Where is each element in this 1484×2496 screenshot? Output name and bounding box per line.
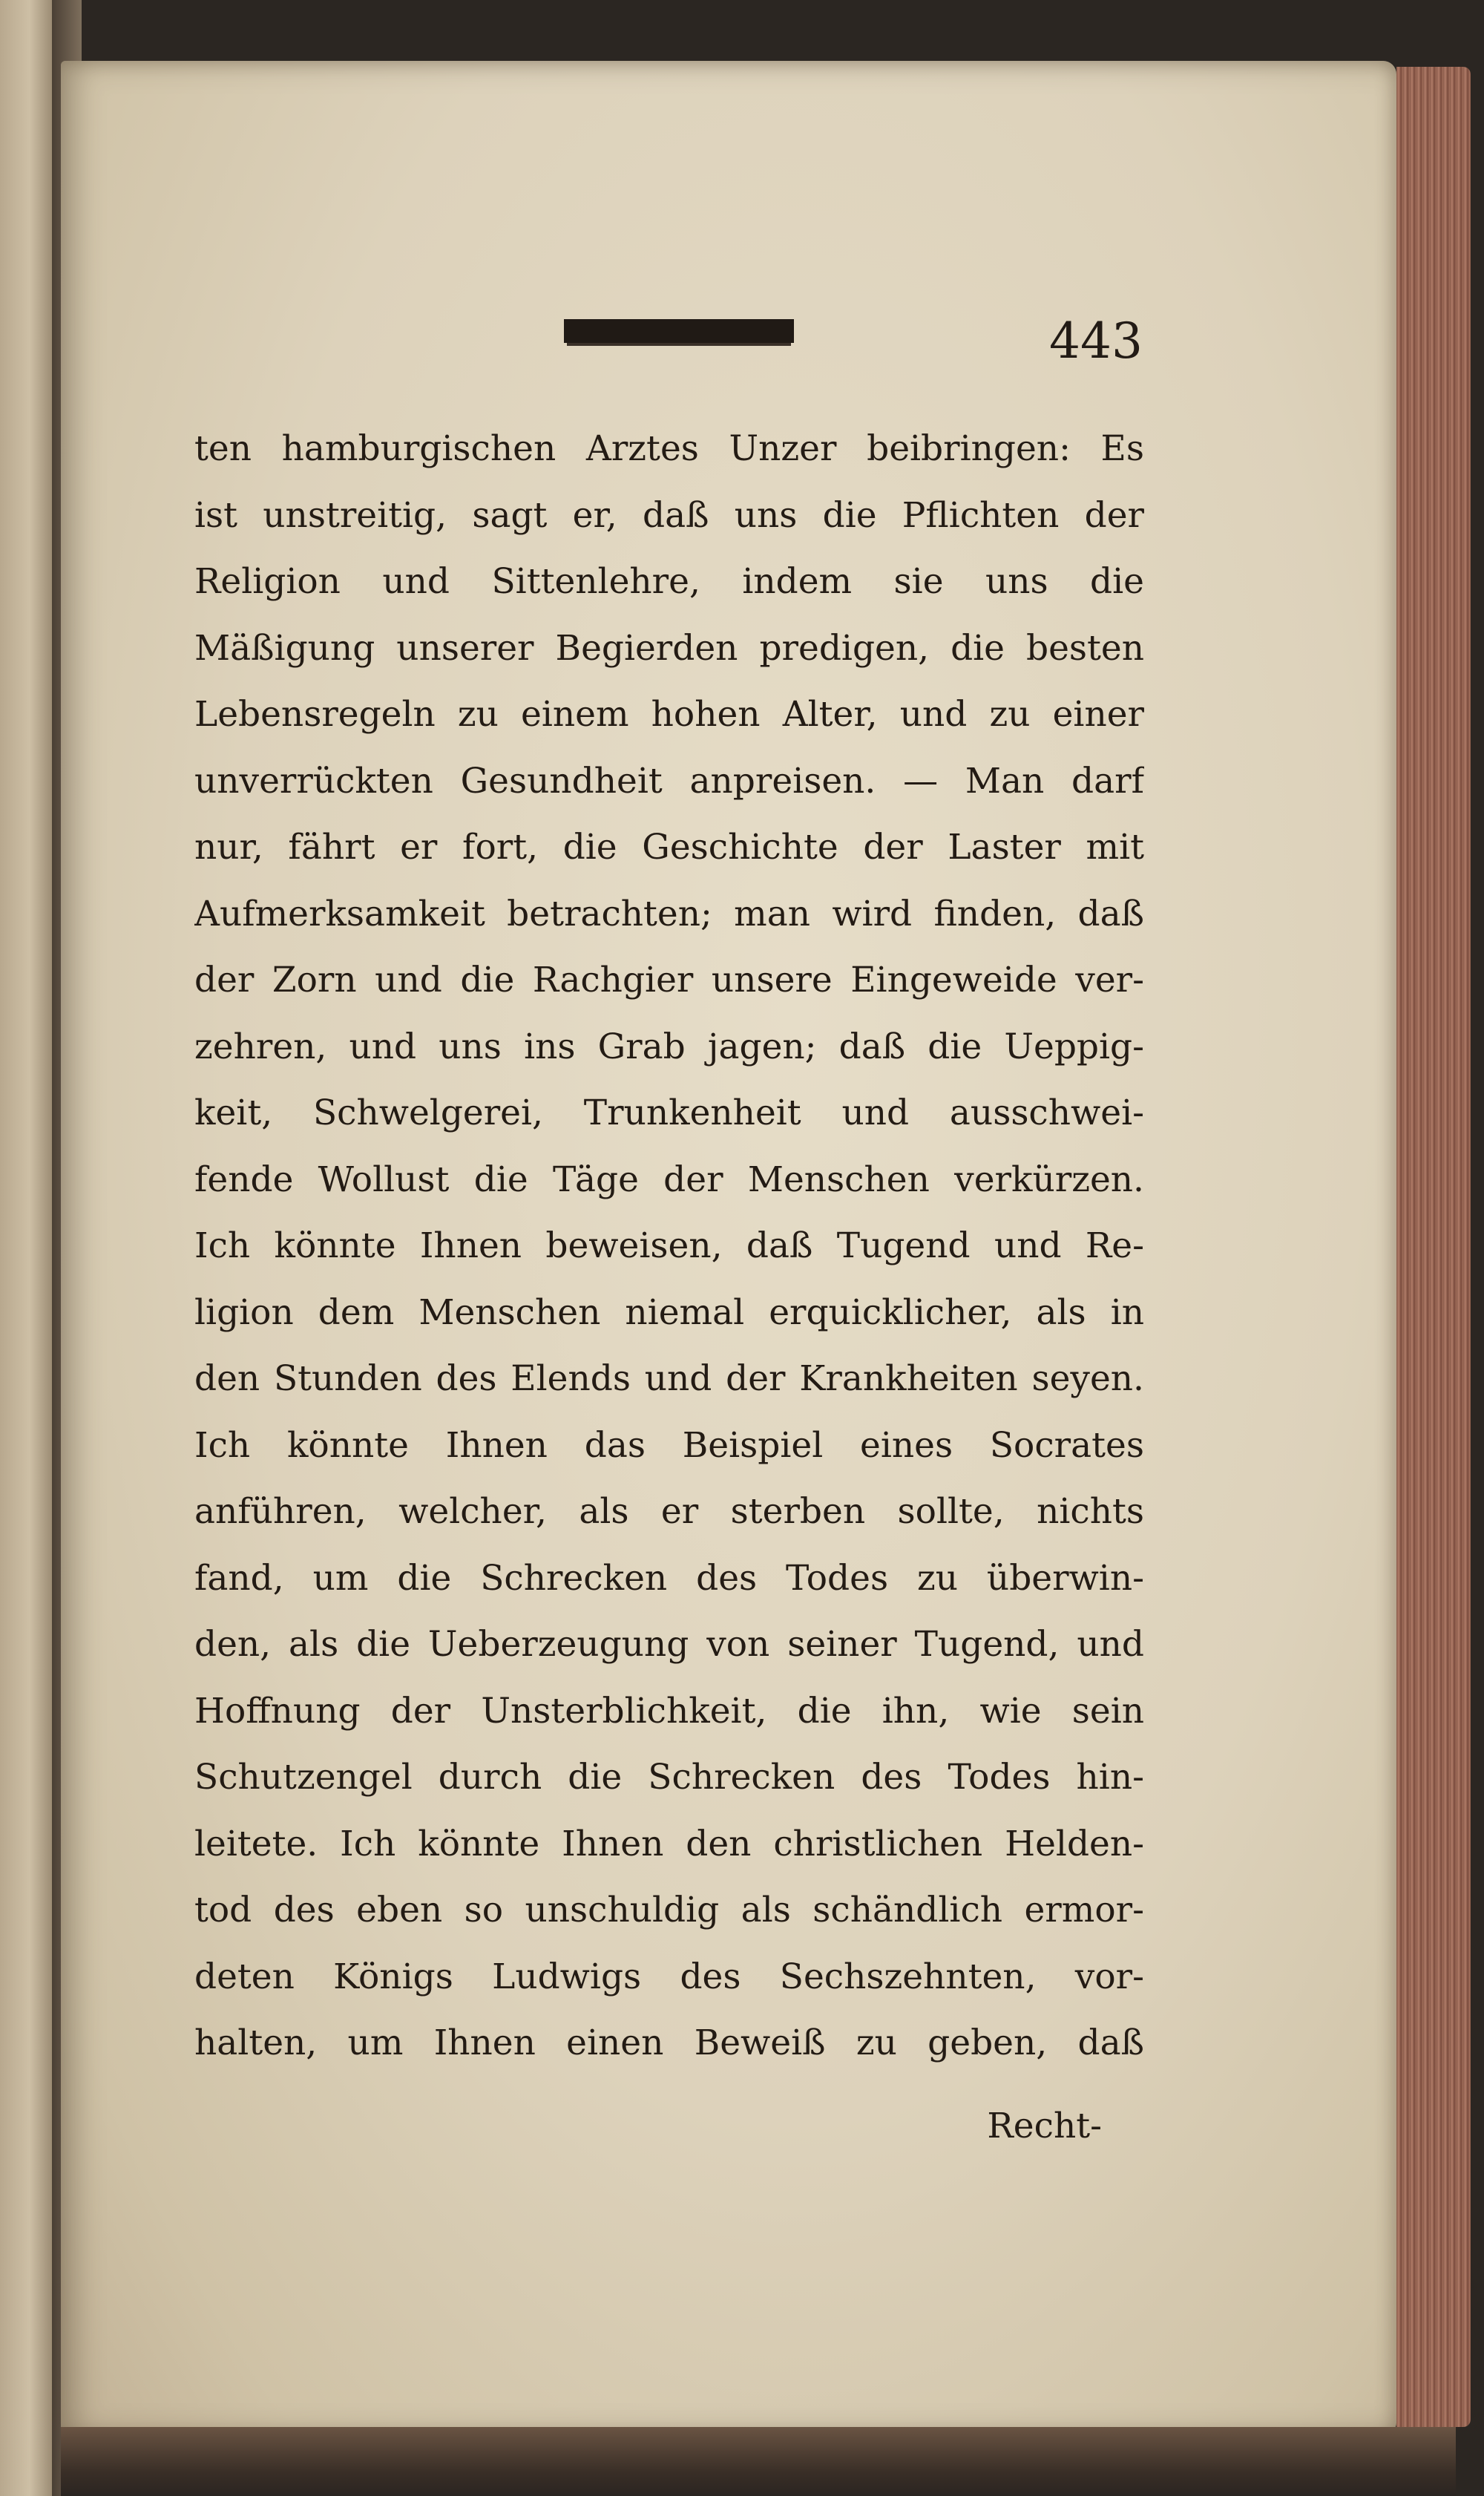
text-line: keit, Schwelgerei, Trunkenheit und ausschwei- <box>194 1093 1144 1133</box>
text-line: Lebensregeln zu einem hohen Alter, und zu einer <box>194 694 1144 735</box>
text-line: Ich könnte Ihnen beweisen, daß Tugend und Re- <box>194 1225 1144 1266</box>
text-line: halten, um Ihnen einen Beweiß zu geben, daß <box>194 2022 1144 2063</box>
text-line: tod des eben so unschuldig als schändlich ermor- <box>194 1890 1144 1930</box>
text-line: leitete. Ich könnte Ihnen den christlichen Helden- <box>194 1823 1144 1864</box>
text-line: den, als die Ueberzeugung von seiner Tugend, und <box>194 1624 1144 1665</box>
text-line: ten hamburgischen Arztes Unzer beibringen: Es <box>194 428 1144 469</box>
text-line: Schutzengel durch die Schrecken des Todes hin- <box>194 1757 1144 1798</box>
text-line: deten Königs Ludwigs des Sechszehnten, vor- <box>194 1956 1144 1997</box>
page-bottom-edge <box>61 2427 1456 2496</box>
text-line: fende Wollust die Täge der Menschen verkürzen. <box>194 1159 1144 1200</box>
text-line: anführen, welcher, als er sterben sollte, nichts <box>194 1491 1144 1532</box>
text-line: Mäßigung unserer Begierden predigen, die besten <box>194 627 1144 669</box>
text-line: Religion und Sittenlehre, indem sie uns die <box>194 561 1144 602</box>
left-page-edge <box>0 0 52 2496</box>
catchword: Recht- <box>987 2106 1102 2146</box>
text-line: Ich könnte Ihnen das Beispiel eines Socrates <box>194 1424 1144 1466</box>
body-text <box>194 416 1144 2077</box>
text-line: zehren, und uns ins Grab jagen; daß die Ueppig- <box>194 1026 1144 1067</box>
header-rule <box>564 319 794 343</box>
text-line: ist unstreitig, sagt er, daß uns die Pflichten der <box>194 494 1144 536</box>
text-line: der Zorn und die Rachgier unsere Eingeweide ver- <box>194 960 1144 1000</box>
text-line: Aufmerksamkeit betrachten; man wird finden, daß <box>194 893 1144 934</box>
page-block-edge <box>1396 67 1471 2427</box>
page-number: 443 <box>1049 312 1143 370</box>
text-line: unverrückten Gesundheit anpreisen. — Man darf <box>194 760 1144 802</box>
text-line: Hoffnung der Unsterblichkeit, die ihn, wie sein <box>194 1690 1144 1732</box>
text-line: nur, fährt er fort, die Geschichte der Laster mit <box>194 827 1144 868</box>
text-line: ligion dem Menschen niemal erquicklicher, als in <box>194 1291 1144 1333</box>
text-line: den Stunden des Elends und der Krankheiten seyen. <box>194 1358 1144 1399</box>
text-line: fand, um die Schrecken des Todes zu überwin- <box>194 1557 1144 1599</box>
